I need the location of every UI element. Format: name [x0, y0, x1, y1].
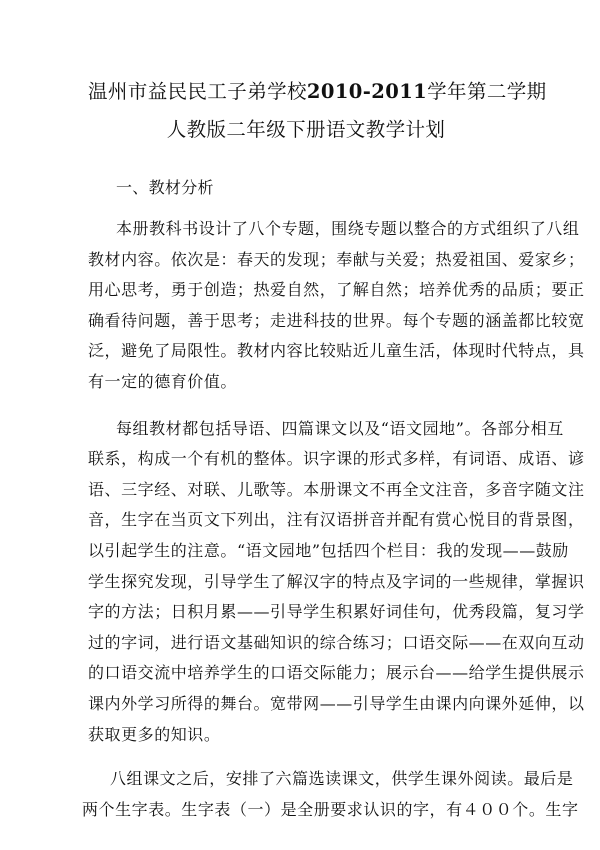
paragraph-3 — [82, 764, 579, 825]
section-heading-textbook-analysis: 一、教材分析 — [116, 178, 214, 197]
paragraph-line: 泛，避免了局限性。教材内容比较贴近儿童生活，体现时代特点，具 — [88, 341, 585, 361]
paragraph-line: 过的字词，进行语文基础知识的综合练习；口语交际——在双向互动 — [88, 632, 585, 652]
paragraph-line: 本册教科书设计了八个专题，围绕专题以整合的方式组织了八组 — [116, 219, 580, 238]
paragraph-line: 以引起学生的注意。“语文园地”包括四个栏目：我的发现——鼓励 — [88, 540, 569, 560]
paragraph-line: 每组教材都包括导语、四篇课文以及“语文园地”。各部分相互 — [116, 418, 564, 438]
paragraph-line: 教材内容。依次是：春天的发现；奉献与关爱；热爱祖国、爱家乡； — [88, 249, 585, 269]
paragraph-line: 字的方法；日积月累——引导学生积累好词佳句，优秀段篇，复习学 — [88, 602, 585, 622]
paragraph-line: 联系，构成一个有机的整体。识字课的形式多样，有词语、成语、谚 — [88, 449, 585, 469]
paragraph-line: 确看待问题，善于思考；走进科技的世界。每个专题的涵盖都比较宽 — [88, 310, 585, 330]
paragraph-line: 语、三字经、对联、儿歌等。本册课文不再全文注音，多音字随文注 — [88, 479, 585, 499]
paragraph-2 — [88, 414, 585, 751]
paragraph-line: 八组课文之后，安排了六篇选读课文，供学生课外阅读。最后是 — [110, 769, 574, 789]
paragraph-line: 用心思考，勇于创造；热爱自然，了解自然；培养优秀的品质；要正 — [88, 280, 585, 300]
title-term: 学年第二学期 — [427, 80, 547, 103]
paragraph-line: 获取更多的知识。 — [88, 724, 221, 744]
paragraph-line: 课内外学习所得的舞台。宽带网——引导学生由课内向课外延伸，以 — [88, 693, 585, 713]
title-school: 温州市益民民工子弟学校 — [88, 80, 307, 103]
paragraph-line: 有一定的德育价值。 — [88, 371, 237, 391]
paragraph-line: 的口语交流中培养学生的口语交际能力；展示台——给学生提供展示 — [88, 663, 585, 683]
paragraph-line: 学生探究发现，引导学生了解汉字的特点及字词的一些规律，掌握识 — [88, 571, 585, 591]
document-subtitle: 人教版二年级下册语文教学计划 — [166, 118, 446, 141]
paragraph-line: 两个生字表。生字表（一）是全册要求认识的字，有４００个。生字 — [82, 799, 579, 819]
paragraph-line: 音，生字在当页文下列出，注有汉语拼音并配有赏心悦目的背景图， — [88, 510, 585, 530]
title-years: 2010-2011 — [306, 80, 428, 103]
document-title — [88, 74, 547, 110]
paragraph-1 — [88, 214, 585, 398]
